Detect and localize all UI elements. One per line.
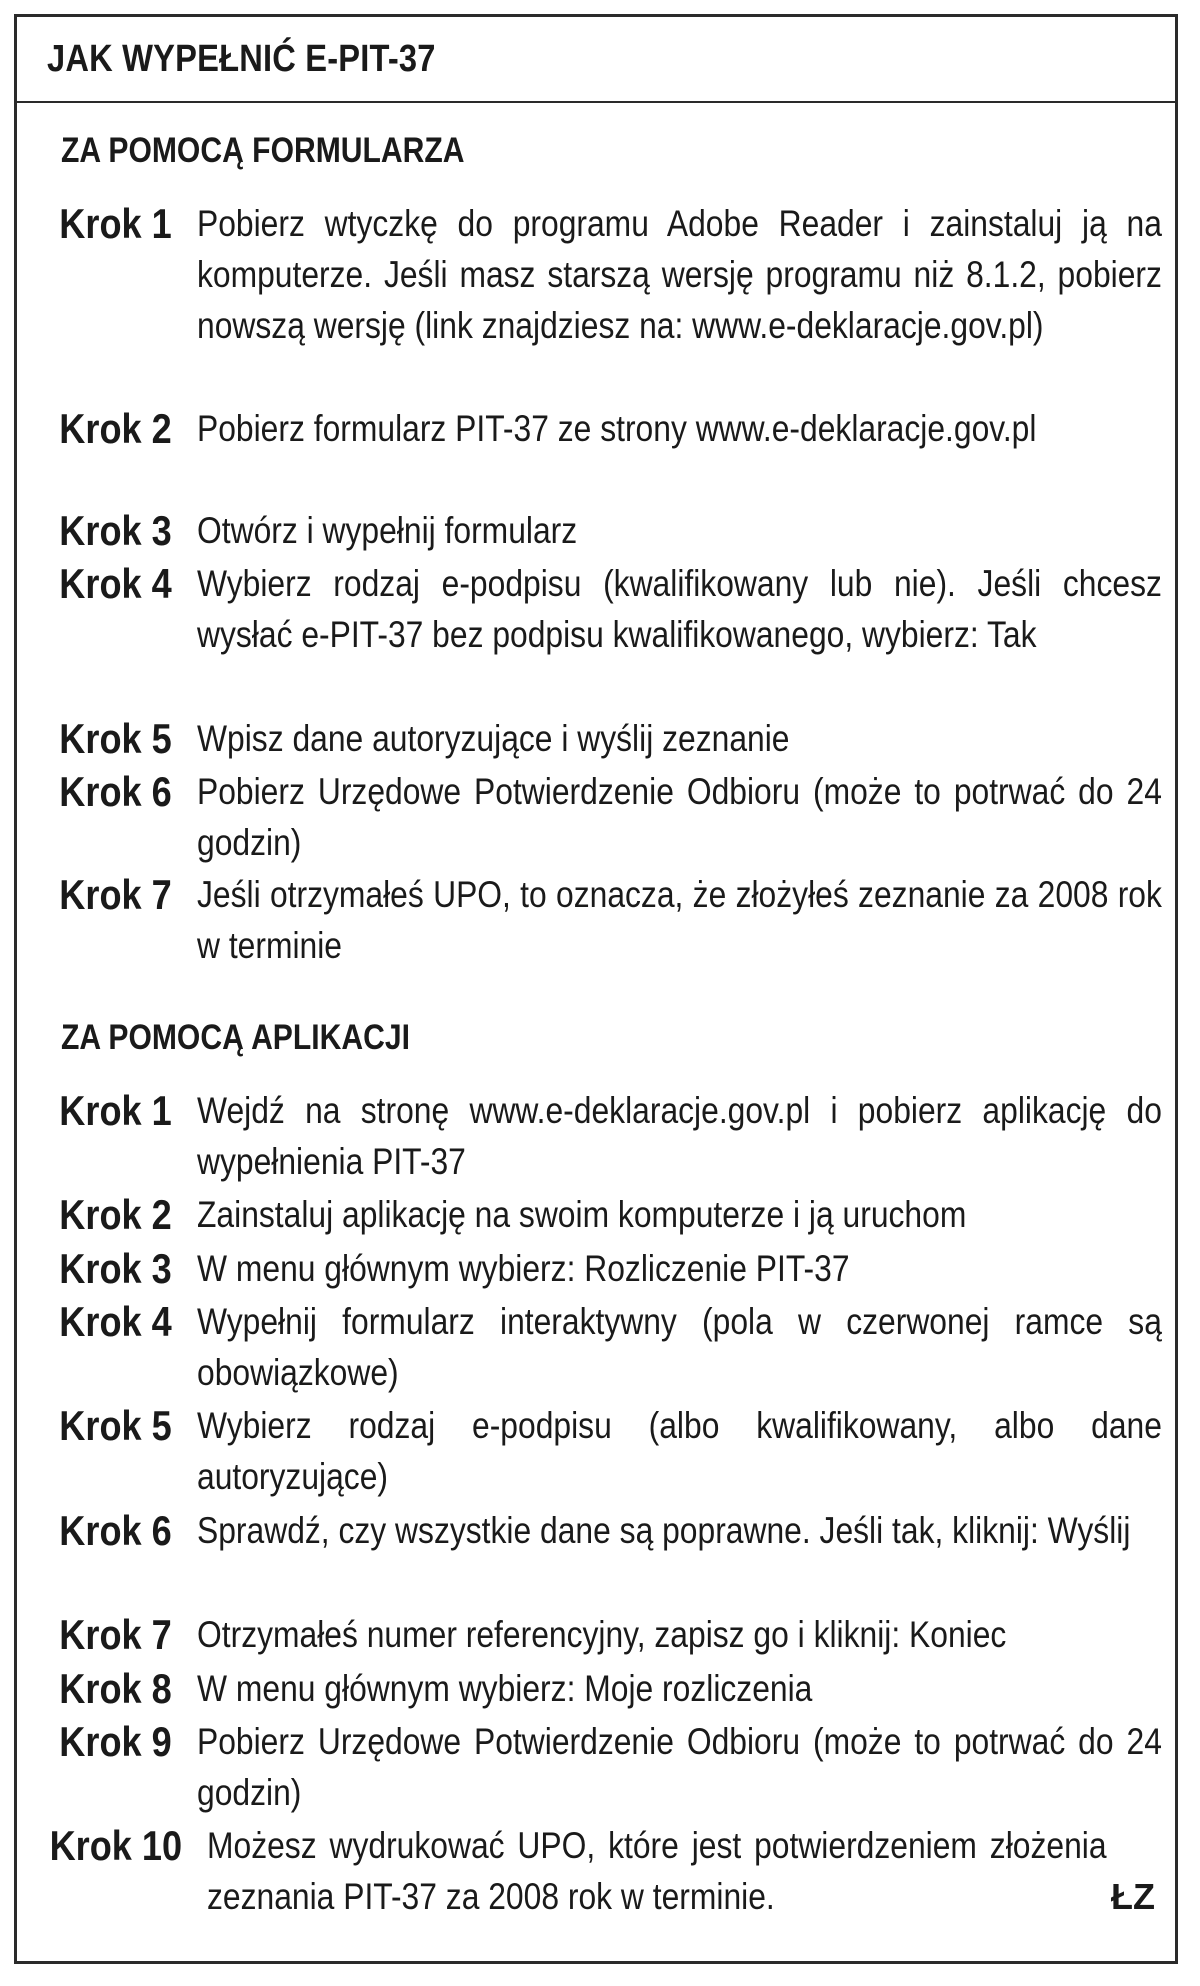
step-label: Krok 1 xyxy=(59,200,172,247)
step-text: W menu głównym wybierz: Rozliczenie PIT-37 xyxy=(197,1248,850,1289)
step-text: Pobierz wtyczkę do programu Adobe Reader i zainstaluj ją na komputerze. Jeśli masz starszą wersję programu niż 8.1.2, pobierz nowszą wersję (link znajdziesz na: www.e-deklaracje.gov.pl) xyxy=(197,203,1162,346)
step-label: Krok 8 xyxy=(59,1665,172,1712)
step-text-wrap xyxy=(197,869,1162,971)
step-label: Krok 4 xyxy=(59,560,172,607)
step-label: Krok 1 xyxy=(59,1087,172,1134)
step-label: Krok 7 xyxy=(59,871,172,918)
step-text: Wypełnij formularz interaktywny (pola w czerwonej ramce są obowiązkowe) xyxy=(197,1301,1162,1393)
step-text-wrap xyxy=(197,403,1162,454)
step-label: Krok 10 xyxy=(49,1822,182,1869)
step-text: Wpisz dane autoryzujące i wyślij zeznanie xyxy=(197,718,790,759)
step-text-wrap xyxy=(197,1085,1162,1187)
step-text-wrap xyxy=(197,1296,1162,1398)
step-label: Krok 4 xyxy=(59,1298,172,1345)
page-title: JAK WYPEŁNIĆ E-PIT-37 xyxy=(47,37,436,80)
step-text: Pobierz formularz PIT-37 ze strony www.e-deklaracje.gov.pl xyxy=(197,408,1037,449)
step-text: Pobierz Urzędowe Potwierdzenie Odbioru (może to potrwać do 24 godzin) xyxy=(197,771,1162,863)
box-header xyxy=(17,17,1175,103)
step-text-wrap xyxy=(197,1663,1162,1714)
step-text: Wybierz rodzaj e-podpisu (albo kwalifikowany, albo dane autoryzujące) xyxy=(197,1405,1162,1497)
step-text: Otwórz i wypełnij formularz xyxy=(197,510,578,551)
step-text-wrap xyxy=(197,766,1162,868)
section-heading-aplikacji: ZA POMOCĄ APLIKACJI xyxy=(61,1018,410,1057)
step-text: W menu głównym wybierz: Moje rozliczenia xyxy=(197,1668,813,1709)
author-initials: ŁZ xyxy=(1111,1876,1155,1917)
step-label: Krok 7 xyxy=(59,1611,172,1658)
step-text-wrap xyxy=(197,505,1162,556)
step-text: Wybierz rodzaj e-podpisu (kwalifikowany lub nie). Jeśli chcesz wysłać e-PIT-37 bez podpisu kwalifikowanego, wybierz: Tak xyxy=(197,563,1162,655)
step-label: Krok 6 xyxy=(59,1507,172,1554)
step-text-wrap xyxy=(197,198,1162,351)
step-text-wrap xyxy=(197,558,1162,660)
step-text: Jeśli otrzymałeś UPO, to oznacza, że złożyłeś zeznanie za 2008 rok w terminie xyxy=(197,874,1162,966)
step-text-wrap xyxy=(197,1189,1162,1240)
step-text: Zainstaluj aplikację na swoim komputerze i ją uruchom xyxy=(197,1194,967,1235)
step-label: Krok 5 xyxy=(59,1402,172,1449)
step-text-wrap xyxy=(197,1716,1162,1818)
step-text-wrap xyxy=(197,1609,1162,1660)
step-text: Otrzymałeś numer referencyjny, zapisz go i kliknij: Koniec xyxy=(197,1614,1007,1655)
info-box xyxy=(14,14,1178,1964)
step-label: Krok 9 xyxy=(59,1718,172,1765)
section-heading-formularz: ZA POMOCĄ FORMULARZA xyxy=(61,131,465,170)
step-label: Krok 2 xyxy=(59,1191,172,1238)
step-text-wrap xyxy=(197,1505,1162,1556)
step-text: Wejdź na stronę www.e-deklaracje.gov.pl i pobierz aplikację do wypełnienia PIT-37 xyxy=(197,1090,1162,1182)
step-text-wrap xyxy=(197,1400,1162,1502)
step-text: Możesz wydrukować UPO, które jest potwierdzeniem złożenia zeznania PIT-37 za 2008 rok w terminie. xyxy=(207,1825,1107,1917)
step-label: Krok 3 xyxy=(59,1245,172,1292)
step-text: Pobierz Urzędowe Potwierdzenie Odbioru (może to potrwać do 24 godzin) xyxy=(197,1721,1162,1813)
step-text-wrap xyxy=(197,713,1162,764)
step-text: Sprawdź, czy wszystkie dane są poprawne. Jeśli tak, kliknij: Wyślij xyxy=(197,1510,1131,1551)
step-label: Krok 2 xyxy=(59,405,172,452)
step-label: Krok 5 xyxy=(59,715,172,762)
step-text-wrap xyxy=(197,1243,1162,1294)
step-text-wrap xyxy=(207,1820,1107,1922)
step-label: Krok 3 xyxy=(59,507,172,554)
box-content xyxy=(17,103,1175,1961)
step-label: Krok 6 xyxy=(59,768,172,815)
